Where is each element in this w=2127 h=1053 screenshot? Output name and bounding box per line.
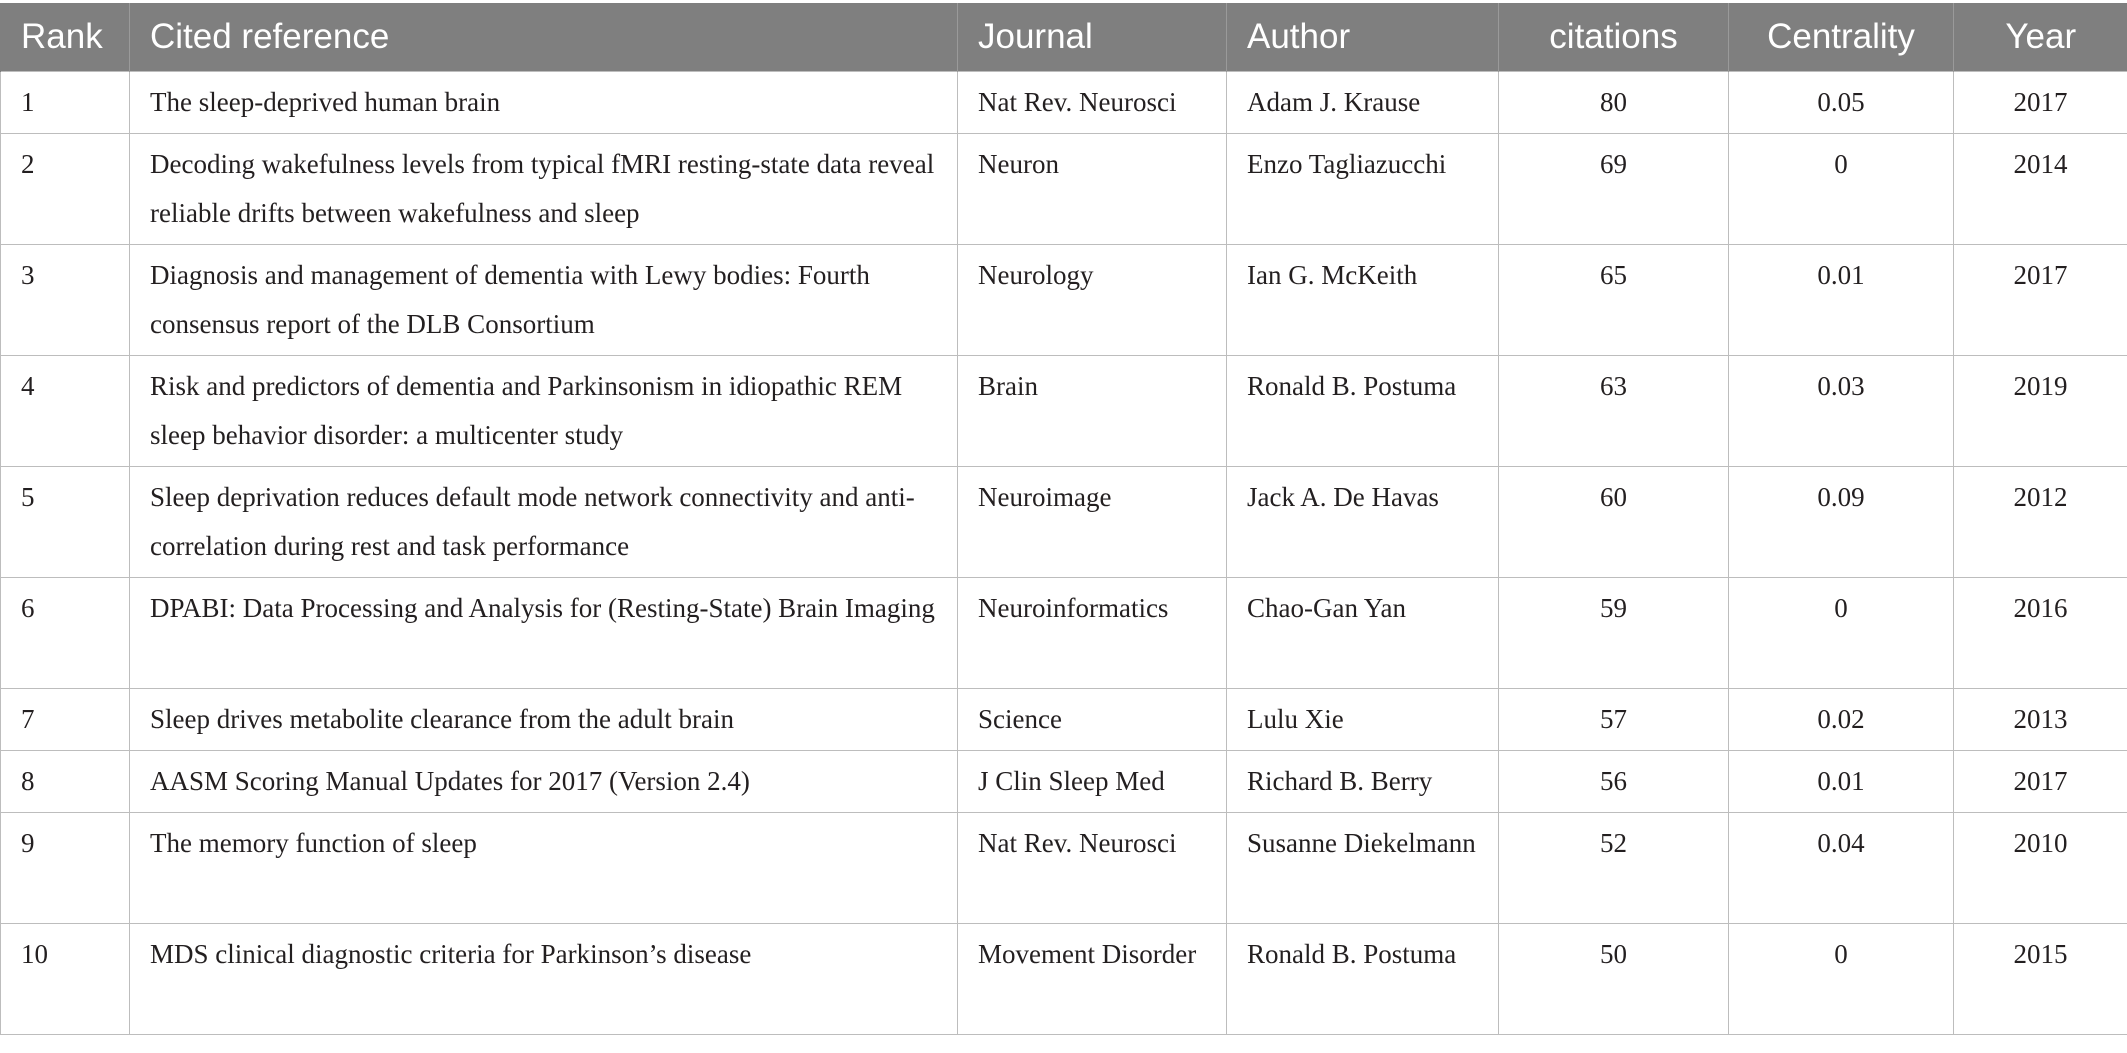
cell-author: Adam J. Krause (1227, 72, 1499, 134)
cell-citations: 60 (1499, 467, 1729, 578)
cell-journal: Nat Rev. Neurosci (958, 72, 1227, 134)
table-row (1, 578, 2127, 689)
cell-reference: Diagnosis and management of dementia with Lewy bodies: Fourth consensus report of the DLB Consortium (130, 245, 958, 356)
cited-references-table-wrap (0, 3, 2127, 1035)
cell-rank: 9 (1, 813, 130, 924)
cell-author: Enzo Tagliazucchi (1227, 134, 1499, 245)
header-citations: citations (1499, 3, 1729, 72)
cell-centrality: 0.02 (1729, 689, 1954, 751)
cell-centrality: 0 (1729, 924, 1954, 1035)
cell-year: 2012 (1954, 467, 2127, 578)
cell-rank: 8 (1, 751, 130, 813)
cell-centrality: 0.01 (1729, 751, 1954, 813)
cell-citations: 52 (1499, 813, 1729, 924)
table-row (1, 72, 2127, 134)
cell-rank: 7 (1, 689, 130, 751)
cell-year: 2019 (1954, 356, 2127, 467)
cell-author: Susanne Diekelmann (1227, 813, 1499, 924)
cell-author: Ronald B. Postuma (1227, 924, 1499, 1035)
cell-citations: 50 (1499, 924, 1729, 1035)
cell-citations: 65 (1499, 245, 1729, 356)
cell-journal: Nat Rev. Neurosci (958, 813, 1227, 924)
cell-rank: 5 (1, 467, 130, 578)
cell-journal: Brain (958, 356, 1227, 467)
cell-centrality: 0.01 (1729, 245, 1954, 356)
cell-author: Richard B. Berry (1227, 751, 1499, 813)
table-row (1, 813, 2127, 924)
cell-rank: 4 (1, 356, 130, 467)
cell-reference: MDS clinical diagnostic criteria for Parkinson’s disease (130, 924, 958, 1035)
table-row (1, 924, 2127, 1035)
cell-author: Ronald B. Postuma (1227, 356, 1499, 467)
table-row (1, 467, 2127, 578)
cell-author: Jack A. De Havas (1227, 467, 1499, 578)
table-body (1, 72, 2127, 1035)
cell-reference: The sleep-deprived human brain (130, 72, 958, 134)
cell-year: 2016 (1954, 578, 2127, 689)
cell-citations: 56 (1499, 751, 1729, 813)
cell-reference: AASM Scoring Manual Updates for 2017 (Version 2.4) (130, 751, 958, 813)
cell-author: Lulu Xie (1227, 689, 1499, 751)
cell-centrality: 0 (1729, 134, 1954, 245)
cell-reference: DPABI: Data Processing and Analysis for (Resting-State) Brain Imaging (130, 578, 958, 689)
cell-centrality: 0 (1729, 578, 1954, 689)
cell-author: Chao-Gan Yan (1227, 578, 1499, 689)
header-row (1, 3, 2127, 72)
cell-rank: 3 (1, 245, 130, 356)
cell-year: 2014 (1954, 134, 2127, 245)
cell-reference: Sleep drives metabolite clearance from the adult brain (130, 689, 958, 751)
table-row (1, 134, 2127, 245)
header-cited-reference: Cited reference (130, 3, 958, 72)
cell-citations: 63 (1499, 356, 1729, 467)
cell-journal: Movement Disorder (958, 924, 1227, 1035)
cell-year: 2013 (1954, 689, 2127, 751)
cell-rank: 1 (1, 72, 130, 134)
cell-journal: J Clin Sleep Med (958, 751, 1227, 813)
table-row (1, 689, 2127, 751)
cell-rank: 2 (1, 134, 130, 245)
table-row (1, 356, 2127, 467)
cell-author: Ian G. McKeith (1227, 245, 1499, 356)
cell-reference: Sleep deprivation reduces default mode network connectivity and anti-correlation during rest and task performance (130, 467, 958, 578)
cell-citations: 80 (1499, 72, 1729, 134)
cell-year: 2017 (1954, 245, 2127, 356)
cell-citations: 69 (1499, 134, 1729, 245)
cell-reference: The memory function of sleep (130, 813, 958, 924)
cell-year: 2017 (1954, 72, 2127, 134)
header-author: Author (1227, 3, 1499, 72)
cell-centrality: 0.05 (1729, 72, 1954, 134)
cell-year: 2015 (1954, 924, 2127, 1035)
cell-centrality: 0.09 (1729, 467, 1954, 578)
table-row (1, 751, 2127, 813)
header-year: Year (1954, 3, 2127, 72)
header-centrality: Centrality (1729, 3, 1954, 72)
cell-citations: 59 (1499, 578, 1729, 689)
cell-reference: Decoding wakefulness levels from typical fMRI resting-state data reveal reliable drifts between wakefulness and sleep (130, 134, 958, 245)
cell-year: 2010 (1954, 813, 2127, 924)
cell-rank: 10 (1, 924, 130, 1035)
cell-journal: Neuron (958, 134, 1227, 245)
cell-journal: Neuroinformatics (958, 578, 1227, 689)
cell-centrality: 0.04 (1729, 813, 1954, 924)
cell-journal: Neuroimage (958, 467, 1227, 578)
cell-rank: 6 (1, 578, 130, 689)
header-rank: Rank (1, 3, 130, 72)
cell-journal: Neurology (958, 245, 1227, 356)
header-journal: Journal (958, 3, 1227, 72)
cell-centrality: 0.03 (1729, 356, 1954, 467)
cell-citations: 57 (1499, 689, 1729, 751)
cell-journal: Science (958, 689, 1227, 751)
cell-year: 2017 (1954, 751, 2127, 813)
table-row (1, 245, 2127, 356)
cited-references-table (0, 3, 2127, 1035)
table-header (1, 3, 2127, 72)
cell-reference: Risk and predictors of dementia and Parkinsonism in idiopathic REM sleep behavior disorder: a multicenter study (130, 356, 958, 467)
